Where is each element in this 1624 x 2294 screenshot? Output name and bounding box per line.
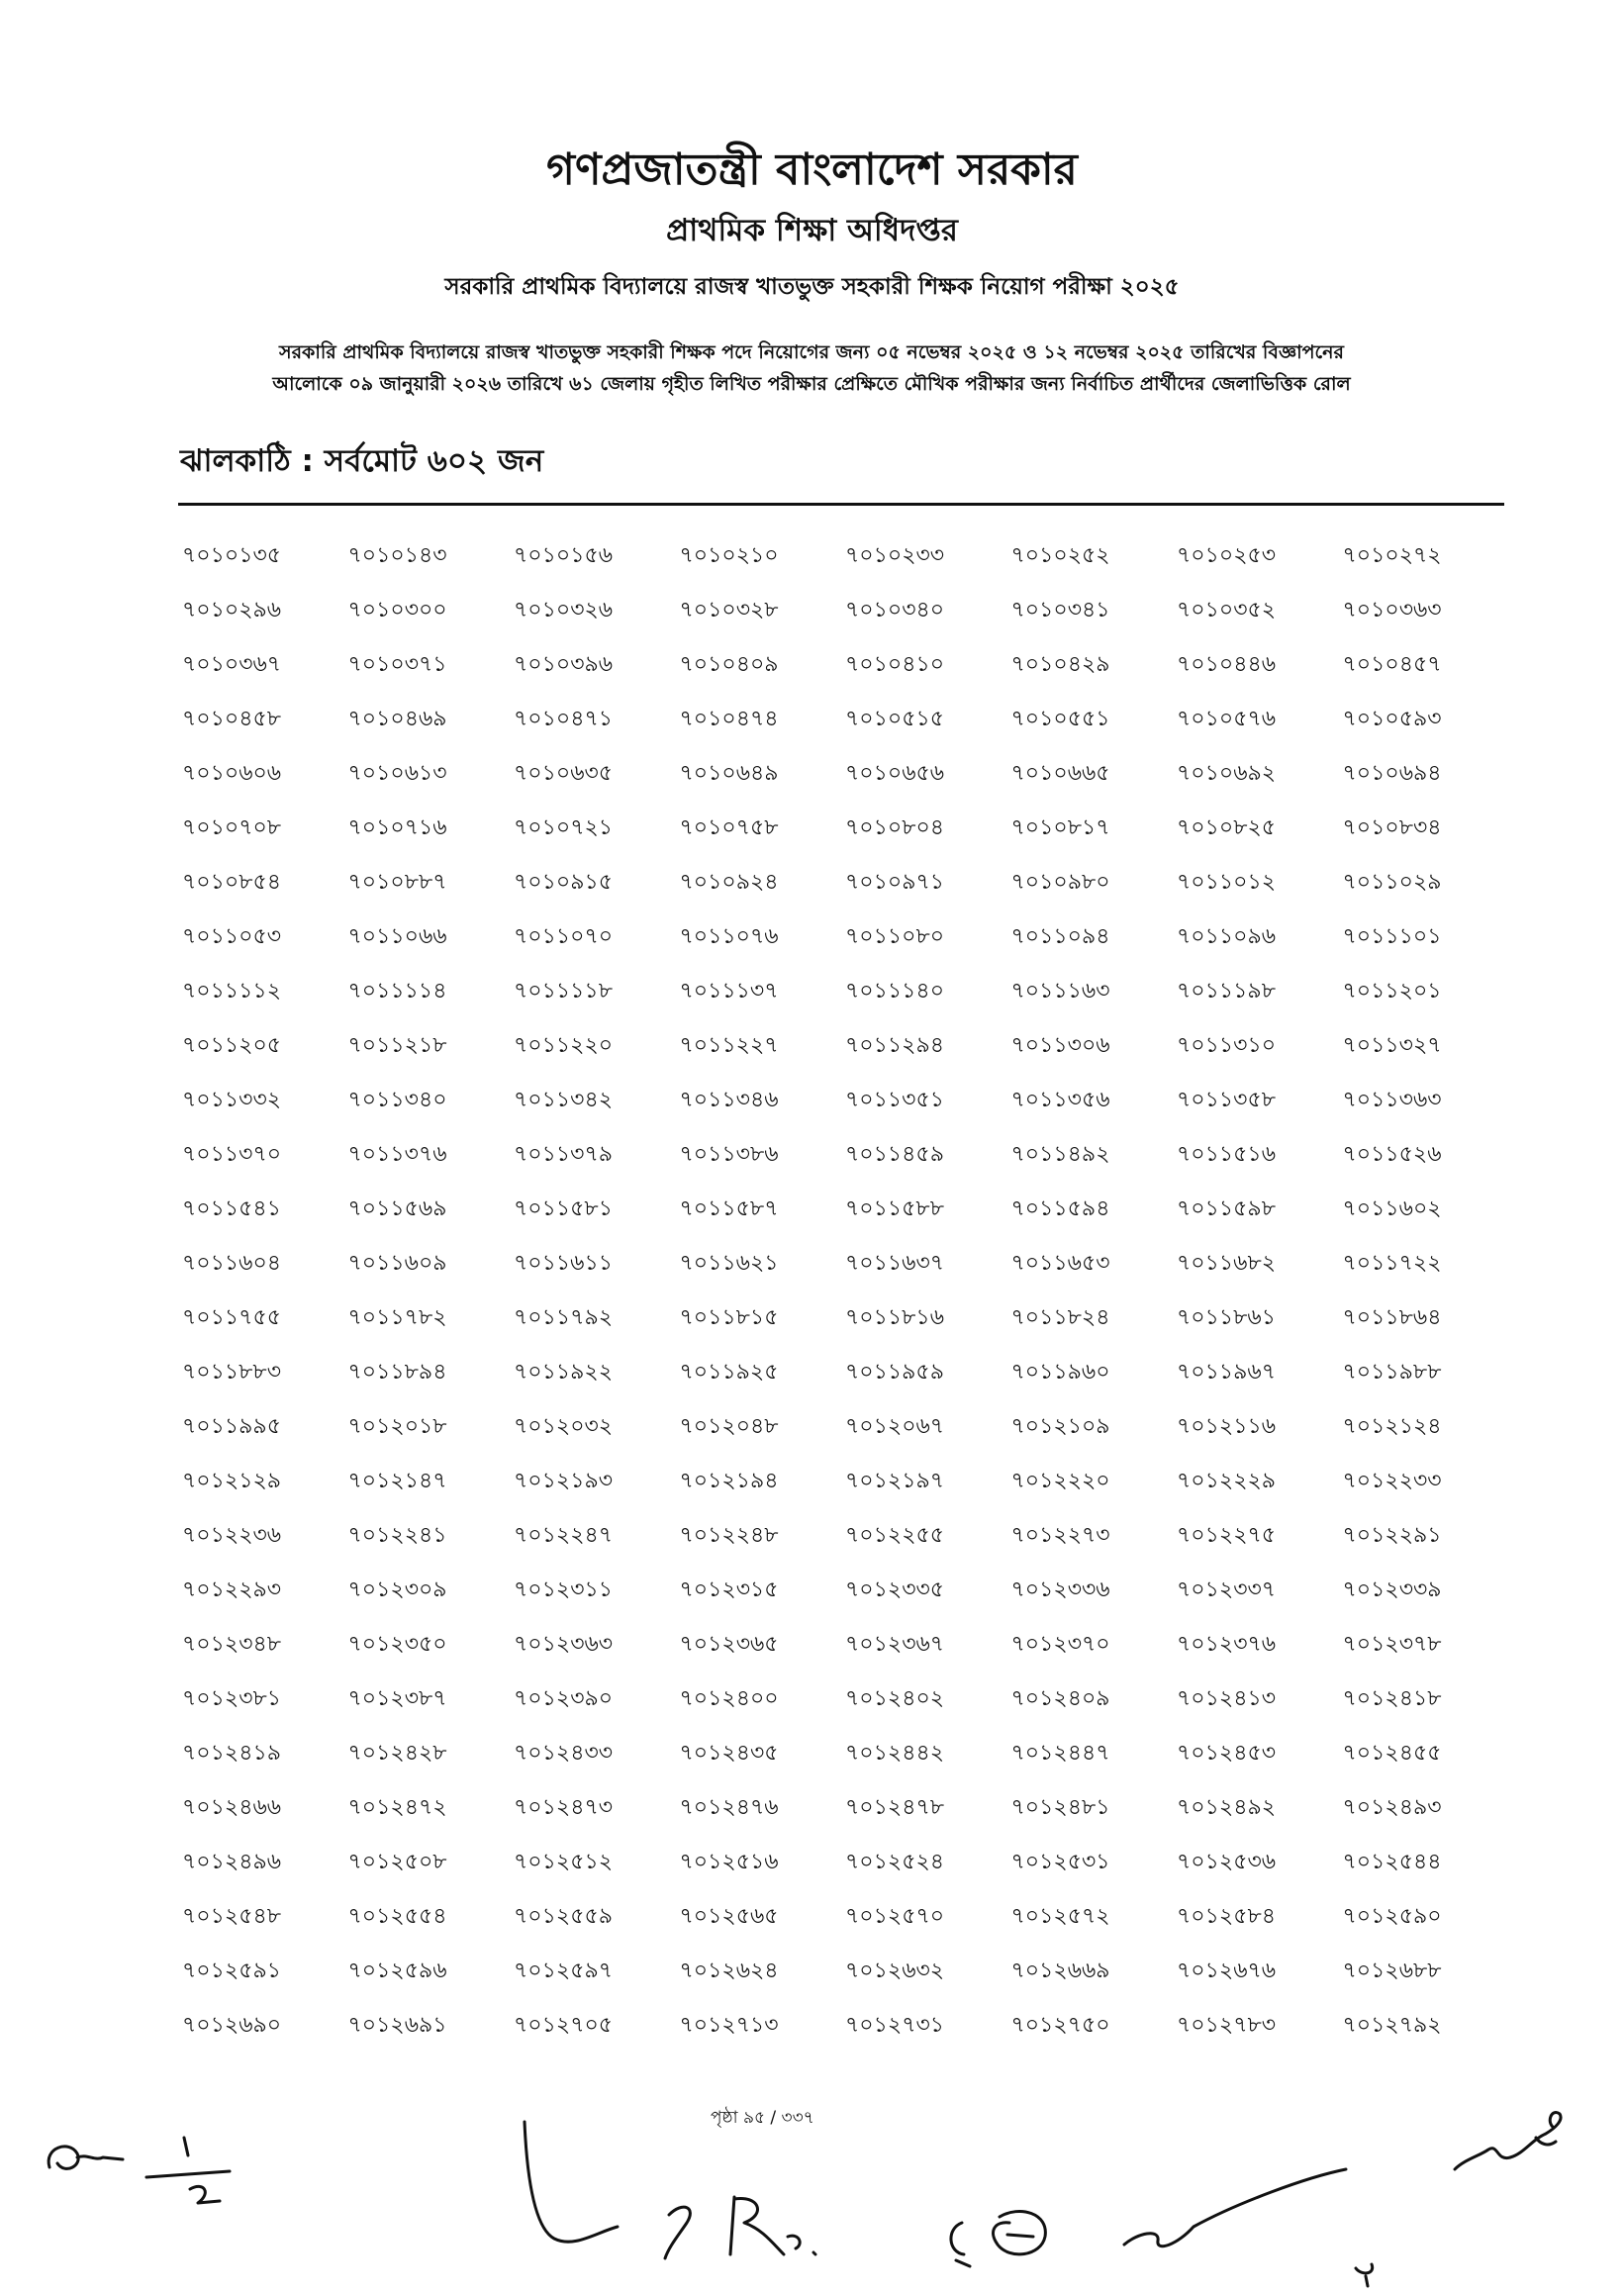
roll-number: ৭০১১৮৬৪: [1342, 1305, 1442, 1330]
roll-number: ৭০১২৩৮৭: [347, 1686, 447, 1711]
roll-number: ৭০১১৩৭০: [182, 1142, 282, 1167]
roll-number: ৭০১১৫৪১: [182, 1196, 281, 1221]
roll-number: ৭০১১১৬৩: [1010, 979, 1110, 1004]
roll-number: ৭০১২১৯৩: [514, 1469, 614, 1493]
exam-title: সরকারি প্রাথমিক বিদ্যালয়ে রাজস্ব খাতভুক্ত সহকারী শিক্ষক নিয়োগ পরীক্ষা ২০২৫: [444, 274, 1180, 300]
roll-number: ৭০১০৮২৫: [1177, 815, 1277, 840]
roll-number: ৭০১০৩৪১: [1010, 598, 1110, 622]
roll-number: ৭০১১০৭০: [514, 924, 614, 949]
roll-number: ৭০১০২৩৩: [845, 543, 945, 568]
roll-number: ৭০১১৫৬৯: [347, 1196, 447, 1221]
roll-number: ৭০১০৮০৪: [845, 815, 945, 840]
roll-number: ৭০১১৬৩৭: [845, 1251, 945, 1276]
roll-number: ৭০১০৮১৭: [1010, 815, 1110, 840]
roll-number: ৭০১২৪৩৫: [679, 1741, 779, 1766]
roll-number: ৭০১২৩৬৩: [514, 1632, 614, 1657]
roll-number: ৭০১২৫৯৬: [347, 1959, 447, 1983]
roll-number: ৭০১২৫৭০: [845, 1904, 945, 1929]
roll-number: ৭০১১৭৫৫: [182, 1305, 282, 1330]
roll-number: ৭০১০৪৫৮: [182, 707, 282, 731]
roll-number: ৭০১১৯৯৫: [182, 1414, 281, 1439]
roll-number: ৭০১০৪২৯: [1010, 652, 1110, 677]
roll-number: ৭০১০৮৩৪: [1342, 815, 1442, 840]
roll-number: ৭০১১৩১০: [1177, 1033, 1277, 1058]
roll-number: ৭০১২২৩৩: [1342, 1469, 1442, 1493]
roll-number: ৭০১০৪৭৪: [679, 707, 779, 731]
roll-number: ৭০১১৮৬১: [1177, 1305, 1277, 1330]
roll-number: ৭০১১৩৪৬: [679, 1088, 779, 1112]
roll-number: ৭০১২৩৩৭: [1177, 1577, 1277, 1602]
roll-number: ৭০১০৬৪৯: [679, 761, 779, 786]
roll-number: ৭০১২২৪১: [347, 1523, 447, 1548]
roll-number: ৭০১২৪৩৩: [514, 1741, 614, 1766]
roll-number: ৭০১১৮৮৩: [182, 1360, 282, 1385]
roll-number: ৭০১২১০৯: [1010, 1414, 1110, 1439]
roll-number: ৭০১০২৫৩: [1177, 543, 1277, 568]
roll-number: ৭০১১১১৪: [347, 979, 447, 1004]
roll-number: ৭০১০৬৯৪: [1342, 761, 1442, 786]
roll-number: ৭০১১৩৫৬: [1010, 1088, 1110, 1112]
roll-number: ৭০১০৩৬৩: [1342, 598, 1442, 622]
roll-number: ৭০১২৩০৯: [347, 1577, 447, 1602]
roll-number: ৭০১১৮২৪: [1010, 1305, 1110, 1330]
document-header: [0, 139, 1624, 307]
roll-number: ৭০১২৪০৯: [1010, 1686, 1110, 1711]
roll-number: ৭০১১০৭৬: [679, 924, 779, 949]
roll-number: ৭০১২৫৮৪: [1177, 1904, 1277, 1929]
roll-number: ৭০১২২৫৫: [845, 1523, 945, 1548]
roll-number: ৭০১০৬৬৫: [1010, 761, 1110, 786]
roll-number: ৭০১০৬১৩: [347, 761, 447, 786]
roll-number: ৭০১২৫৫৯: [514, 1904, 614, 1929]
roll-number: ৭০১২০১৮: [347, 1414, 447, 1439]
roll-number: ৭০১০৩৬৭: [182, 652, 282, 677]
roll-number: ৭০১০৭২১: [514, 815, 614, 840]
roll-number: ৭০১১৭৮২: [347, 1305, 447, 1330]
roll-number: ৭০১২১২৪: [1342, 1414, 1442, 1439]
signature-mark: [1455, 2113, 1561, 2169]
roll-number: ৭০১২৩৬৭: [845, 1632, 945, 1657]
roll-number: ৭০১০৫৭৬: [1177, 707, 1277, 731]
roll-number: ৭০১১০৯৬: [1177, 924, 1277, 949]
signature-marks: [0, 2078, 1624, 2294]
roll-number: ৭০১১৯৫৯: [845, 1360, 944, 1385]
roll-number: ৭০১০৩২৮: [679, 598, 779, 622]
roll-number: ৭০১১৩৭৬: [347, 1142, 447, 1167]
roll-number: ৭০১২৬৬৯: [1010, 1959, 1110, 1983]
roll-number: ৭০১১৯২২: [514, 1360, 614, 1385]
roll-number: ৭০১১৭২২: [1342, 1251, 1442, 1276]
roll-number: ৭০১১৩২৭: [1342, 1033, 1442, 1058]
roll-number: ৭০১১৫২৬: [1342, 1142, 1442, 1167]
roll-number: ৭০১০৩২৬: [514, 598, 614, 622]
roll-number: ৭০১২৩৩৬: [1010, 1577, 1110, 1602]
roll-number: ৭০১২৫৯১: [182, 1959, 282, 1983]
roll-number: ৭০১২৬৭৬: [1177, 1959, 1277, 1983]
signature-mark: [994, 2211, 1046, 2253]
roll-number: ৭০১২৩৪৮: [182, 1632, 282, 1657]
roll-number: ৭০১১৩৬৩: [1342, 1088, 1442, 1112]
roll-number: ৭০১১২০১: [1342, 979, 1442, 1004]
roll-number: ৭০১১৯৬০: [1010, 1360, 1110, 1385]
roll-number: ৭০১২৫৫৪: [347, 1904, 447, 1929]
roll-number: ৭০১১০৬৬: [347, 924, 447, 949]
roll-number: ৭০১১৩৪২: [514, 1088, 614, 1112]
roll-number: ৭০১১৩৮৬: [679, 1142, 779, 1167]
roll-number: ৭০১০১৪৩: [347, 543, 447, 568]
roll-number: ৭০১২৪৭২: [347, 1795, 447, 1820]
roll-number: ৭০১২৫৯৭: [514, 1959, 614, 1983]
roll-number: ৭০১২৬৯০: [182, 2013, 282, 2038]
roll-number: ৭০১০২১০: [679, 543, 779, 568]
roll-number: ৭০১০৪৫৭: [1342, 652, 1442, 677]
roll-number: ৭০১২৬৯১: [347, 2013, 447, 2038]
roll-number: ৭০১২৩১৫: [679, 1577, 779, 1602]
signature-mark: [951, 2223, 970, 2266]
signature-mark: [525, 2122, 690, 2258]
roll-number: ৭০১২০৩২: [514, 1414, 614, 1439]
roll-number: ৭০১০৬০৬: [182, 761, 282, 786]
roll-number: ৭০১২৭৯২: [1342, 2013, 1442, 2038]
roll-number: ৭০১১৪৫৯: [845, 1142, 944, 1167]
roll-number: ৭০১১৯৬৭: [1177, 1360, 1277, 1385]
roll-number: ৭০১১৯৮৮: [1342, 1360, 1442, 1385]
signature-mark: [1356, 2264, 1373, 2286]
roll-number: ৭০১০৭৫৮: [679, 815, 779, 840]
roll-number: ৭০১১২১৮: [347, 1033, 447, 1058]
roll-number: ৭০১২২৯৩: [182, 1577, 282, 1602]
roll-number: ৭০১১৮১৬: [845, 1305, 945, 1330]
roll-number: ৭০১২৪২৮: [347, 1741, 447, 1766]
roll-number: ৭০১০২৫২: [1010, 543, 1110, 568]
roll-number: ৭০১২৫৭২: [1010, 1904, 1110, 1929]
roll-number: ৭০১২৪৭৩: [514, 1795, 614, 1820]
roll-number: ৭০১১৫৮১: [514, 1196, 613, 1221]
roll-number: ৭০১২৪৫৫: [1342, 1741, 1442, 1766]
roll-number: ৭০১১৬২১: [679, 1251, 779, 1276]
roll-number: ৭০১২২৯১: [1342, 1523, 1442, 1548]
roll-number: ৭০১১৫৯৪: [1010, 1196, 1110, 1221]
roll-number: ৭০১২৫৪৪: [1342, 1850, 1442, 1874]
roll-number: ৭০১২৫৪৮: [182, 1904, 282, 1929]
roll-number: ৭০১২৩১১: [514, 1577, 614, 1602]
roll-number: ৭০১২৫৬৫: [679, 1904, 779, 1929]
roll-number: ৭০১১০২৯: [1342, 870, 1442, 895]
roll-number: ৭০১০৮৫৪: [182, 870, 282, 895]
roll-number: ৭০১০৬৫৬: [845, 761, 945, 786]
roll-number-grid: [182, 528, 1508, 2053]
roll-number: ৭০১০৪৬৯: [347, 707, 447, 731]
roll-number: ৭০১২৬৩২: [845, 1959, 945, 1983]
roll-number: ৭০১০৩৭১: [347, 652, 447, 677]
roll-number: ৭০১১৫৯৮: [1177, 1196, 1276, 1221]
roll-number: ৭০১২২৩৬: [182, 1523, 282, 1548]
signature-mark: [48, 2147, 123, 2168]
roll-number: ৭০১১১১৮: [514, 979, 613, 1004]
roll-number: ৭০১২৩৩৯: [1342, 1577, 1442, 1602]
roll-number: ৭০১১৮৯৪: [347, 1360, 447, 1385]
roll-number: ৭০১২২২০: [1010, 1469, 1110, 1493]
roll-number: ৭০১২০৬৭: [845, 1414, 945, 1439]
roll-number: ৭০১২৪৯৬: [182, 1850, 282, 1874]
roll-number: ৭০১১৬১১: [514, 1251, 614, 1276]
directorate-title: প্রাথমিক শিক্ষা অধিদপ্তর: [666, 213, 958, 248]
notice-line-2: আলোকে ০৯ জানুয়ারী ২০২৬ তারিখে ৬১ জেলায় গৃহীত লিখিত পরীক্ষার প্রেক্ষিতে মৌখিক পরীক্ষার জন্য নির্বাচিত প্রার্থীদের জেলাভিত্তিক রোল: [272, 373, 1351, 395]
roll-number: ৭০১১৩৩২: [182, 1088, 282, 1112]
roll-number: ৭০১০৩৪০: [845, 598, 945, 622]
roll-number: ৭০১২০৪৮: [679, 1414, 779, 1439]
roll-number: ৭০১২৩৭০: [1010, 1632, 1110, 1657]
roll-number: ৭০১১৩০৬: [1010, 1033, 1110, 1058]
roll-number: ৭০১২৩৩৫: [845, 1577, 945, 1602]
roll-number: ৭০১১০৫৩: [182, 924, 282, 949]
roll-number: ৭০১১৬০৯: [347, 1251, 447, 1276]
roll-number: ৭০১২৩৬৫: [679, 1632, 779, 1657]
roll-number: ৭০১১৩৭৯: [514, 1142, 614, 1167]
roll-number: ৭০১১১৯৮: [1177, 979, 1276, 1004]
roll-number: ৭০১০৯৮০: [1010, 870, 1110, 895]
roll-number: ৭০১০৮৮৭: [347, 870, 447, 895]
roll-number: ৭০১২২২৯: [1177, 1469, 1277, 1493]
roll-number: ৭০১১৬০২: [1342, 1196, 1442, 1221]
roll-number: ৭০১১৮১৫: [679, 1305, 779, 1330]
signature-mark: [730, 2197, 815, 2254]
roll-number: ৭০১২২৪৮: [679, 1523, 779, 1548]
roll-number: ৭০১১১৪০: [845, 979, 945, 1004]
roll-number: ৭০১২৭৫০: [1010, 2013, 1110, 2038]
roll-number: ৭০১২৩৫০: [347, 1632, 447, 1657]
roll-number: ৭০১২৪১৩: [1177, 1686, 1277, 1711]
roll-number: ৭০১২৪৯৩: [1342, 1795, 1442, 1820]
roll-number: ৭০১২৭১৩: [679, 2013, 779, 2038]
roll-number: ৭০১২৭৩১: [845, 2013, 945, 2038]
roll-number: ৭০১১৫১৬: [1177, 1142, 1277, 1167]
roll-number: ৭০১০১৫৬: [514, 543, 614, 568]
roll-number: ৭০১০৫৯৩: [1342, 707, 1442, 731]
roll-number: ৭০১২৪৪৭: [1010, 1741, 1110, 1766]
roll-number: ৭০১০৩০০: [347, 598, 447, 622]
roll-number: ৭০১২৩৭৬: [1177, 1632, 1277, 1657]
roll-number: ৭০১২৬৮৮: [1342, 1959, 1442, 1983]
roll-number: ৭০১১৩৪০: [347, 1088, 447, 1112]
roll-number: ৭০১০১৩৫: [182, 543, 282, 568]
roll-number: ৭০১২৪৬৬: [182, 1795, 282, 1820]
roll-number: ৭০১১৩৫১: [845, 1088, 945, 1112]
roll-number: ৭০১০৭০৮: [182, 815, 282, 840]
roll-number: ৭০১১২৯৪: [845, 1033, 945, 1058]
roll-number: ৭০১০৫৫১: [1010, 707, 1110, 731]
roll-number: ৭০১১৫৮৭: [679, 1196, 779, 1221]
roll-number: ৭০১০২৯৬: [182, 598, 282, 622]
roll-number: ৭০১১৫৮৮: [845, 1196, 944, 1221]
signature-mark: [146, 2138, 230, 2203]
roll-number: ৭০১২২৭৩: [1010, 1523, 1110, 1548]
roll-number: ৭০১০২৭২: [1342, 543, 1442, 568]
roll-number: ৭০১০৩৯৬: [514, 652, 614, 677]
district-heading: ঝালকাঠি : সর্বমোট ৬০২ জন: [180, 443, 544, 479]
roll-number: ৭০১২১৯৪: [679, 1469, 779, 1493]
roll-number: ৭০১০৫১৫: [845, 707, 945, 731]
roll-number: ৭০১২৫৩৬: [1177, 1850, 1277, 1874]
roll-number: ৭০১২৪৭৬: [679, 1795, 779, 1820]
roll-number: ৭০১১৩৫৮: [1177, 1088, 1277, 1112]
roll-number: ৭০১২৪৭৮: [845, 1795, 945, 1820]
roll-number: ৭০১২৫১৬: [679, 1850, 779, 1874]
roll-number: ৭০১১৬৮২: [1177, 1251, 1277, 1276]
roll-number: ৭০১১৬০৪: [182, 1251, 282, 1276]
roll-number: ৭০১০৩৫২: [1177, 598, 1277, 622]
roll-number: ৭০১২১৯৭: [845, 1469, 945, 1493]
roll-number: ৭০১২১২৯: [182, 1469, 282, 1493]
roll-number: ৭০১১২২০: [514, 1033, 614, 1058]
roll-number: ৭০১১৪৯২: [1010, 1142, 1110, 1167]
roll-number: ৭০১১৬৫৩: [1010, 1251, 1110, 1276]
roll-number: ৭০১১০৮০: [845, 924, 945, 949]
roll-number: ৭০১২৫২৪: [845, 1850, 945, 1874]
roll-number: ৭০১২৪৮১: [1010, 1795, 1110, 1820]
roll-number: ৭০১২৬২৪: [679, 1959, 779, 1983]
roll-number: ৭০১২৫০৮: [347, 1850, 447, 1874]
roll-number: ৭০১১১১২: [182, 979, 282, 1004]
roll-number: ৭০১২৪১৯: [182, 1741, 282, 1766]
roll-number: ৭০১০৬৯২: [1177, 761, 1277, 786]
roll-number: ৭০১২৫৩১: [1010, 1850, 1110, 1874]
signature-mark: [1124, 2169, 1346, 2246]
roll-number: ৭০১১৭৯২: [514, 1305, 614, 1330]
roll-number: ৭০১২১১৬: [1177, 1414, 1277, 1439]
roll-number: ৭০১২৪৪২: [845, 1741, 945, 1766]
roll-number: ৭০১২৩৯০: [514, 1686, 614, 1711]
roll-number: ৭০১০৯৭১: [845, 870, 945, 895]
roll-number: ৭০১২৩৭৮: [1342, 1632, 1442, 1657]
roll-number: ৭০১১১০১: [1342, 924, 1442, 949]
roll-number: ৭০১০৭১৬: [347, 815, 447, 840]
roll-number: ৭০১২৪০২: [845, 1686, 945, 1711]
roll-number: ৭০১২৭৮৩: [1177, 2013, 1277, 2038]
roll-number: ৭০১২৩৮১: [182, 1686, 282, 1711]
roll-number: ৭০১০৯১৫: [514, 870, 614, 895]
roll-number: ৭০১০৪৭১: [514, 707, 614, 731]
roll-number: ৭০১০৪১০: [845, 652, 945, 677]
district-heading-row: [178, 431, 1504, 506]
roll-number: ৭০১১৯২৫: [679, 1360, 779, 1385]
roll-number: ৭০১০৪০৯: [679, 652, 779, 677]
roll-number: ৭০১২৪০০: [679, 1686, 779, 1711]
notice-line-1: সরকারি প্রাথমিক বিদ্যালয়ে রাজস্ব খাতভুক্ত সহকারী শিক্ষক পদে নিয়োগের জন্য ০৫ নভেম্বর ২০২৫ ও ১২ নভেম্বর ২০২৫ তারিখের বিজ্ঞাপনের: [279, 341, 1344, 363]
roll-number: ৭০১০৪৪৬: [1177, 652, 1277, 677]
government-title: গণপ্রজাতন্ত্রী বাংলাদেশ সরকার: [546, 144, 1078, 195]
roll-number: ৭০১১০৯৪: [1010, 924, 1110, 949]
roll-number: ৭০১২৪১৮: [1342, 1686, 1442, 1711]
roll-number: ৭০১১২২৭: [679, 1033, 779, 1058]
roll-number: ৭০১২৪৯২: [1177, 1795, 1277, 1820]
roll-number: ৭০১২৫১২: [514, 1850, 614, 1874]
roll-number: ৭০১২২৭৫: [1177, 1523, 1277, 1548]
roll-number: ৭০১২৭০৫: [514, 2013, 614, 2038]
roll-number: ৭০১০৯২৪: [679, 870, 779, 895]
roll-number: ৭০১২৫৯০: [1342, 1904, 1442, 1929]
roll-number: ৭০১২২৪৭: [514, 1523, 614, 1548]
notice-text: [183, 336, 1440, 400]
roll-number: ৭০১২১৪৭: [347, 1469, 447, 1493]
roll-number: ৭০১২৪৫৩: [1177, 1741, 1277, 1766]
roll-number: ৭০১১১৩৭: [679, 979, 779, 1004]
roll-number: ৭০১১০১২: [1177, 870, 1277, 895]
roll-number: ৭০১০৬৩৫: [514, 761, 614, 786]
page-number: পৃষ্ঠা ৯৫ / ৩৩৭: [711, 2108, 814, 2128]
roll-number: ৭০১১২০৫: [182, 1033, 282, 1058]
